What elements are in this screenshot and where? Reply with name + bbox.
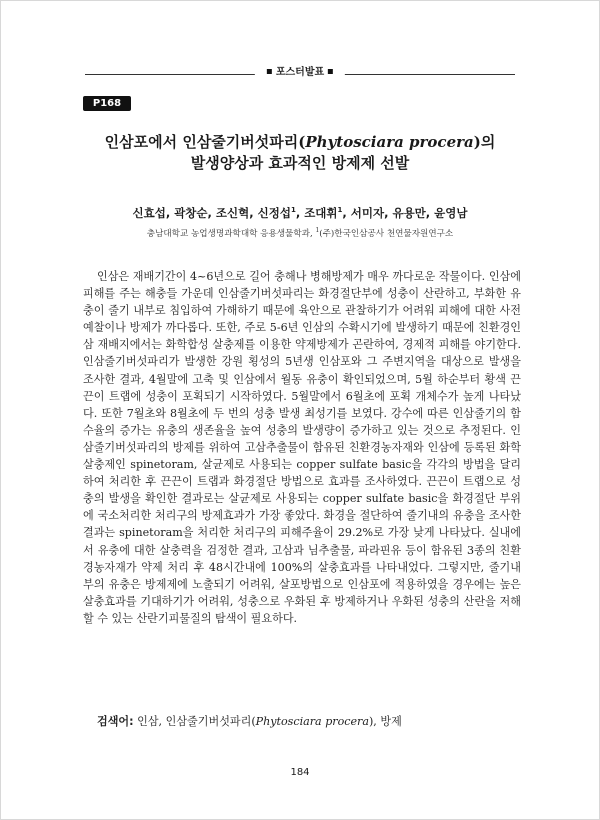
keywords-label: 검색어: — [97, 715, 134, 728]
author-name: 유용만 — [392, 206, 426, 220]
affiliation-second: (주)한국인삼공사 천연물자원연구소 — [319, 229, 454, 239]
author-name: 윤영남 — [434, 206, 468, 220]
title-line-1-post: )의 — [473, 133, 496, 151]
affiliation-superscript: 1 — [315, 227, 320, 235]
affiliation-main: 충남대학교 농업생명과학대학 응용생물학과, — [146, 229, 316, 239]
author-name: 서미자 — [350, 206, 385, 220]
title-line-2: 발생양상과 효과적인 방제제 선발 — [190, 154, 410, 172]
author-list: 신효섭, 곽창순, 조신혁, 신정섭$^1$, 조대휘$^1$, 서미자, 유용만, 윤영남 — [132, 206, 468, 220]
abstract — [83, 268, 521, 627]
author-name: 곽창순 — [174, 206, 208, 220]
poster-id-badge: P168 — [83, 96, 131, 111]
author-name: 신정섭 — [257, 206, 291, 220]
square-bullet-icon — [267, 69, 272, 74]
title-line-1 — [41, 132, 559, 153]
section-header — [85, 61, 515, 81]
title-line-1-pre: 인삼포에서 인삼줄기버섯파리( — [104, 133, 306, 151]
keywords-post: ), 방제 — [368, 715, 402, 728]
page-number: 184 — [290, 767, 310, 778]
author-name: 조대휘 — [304, 206, 338, 220]
affiliations — [41, 227, 559, 239]
square-bullet-icon — [328, 69, 333, 74]
section-header-label — [255, 63, 345, 78]
keywords-line — [97, 713, 517, 730]
abstract-paragraph: 인삼은 재배기간이 4~6년으로 길어 충해나 병해방제가 매우 까다로운 작물이다. 인삼에 피해를 주는 해충들 가운데 인삼줄기버섯파리는 화경절단부에 성충이 산란하고, 부화한 유충이 줄기 내부로 침입하여 가해하기 때문에 육안으로 관찰하기가 어려워 피해에 대한 사전예찰이나 방제가 까다롭다. 또한, 주로 5-6년 인삼의 수확시기에 발생하기 때문에 친환경인삼 재배지에서는 화학합성 살충제를 이용한 약제방제가 곤란하여, 경제적 피해를 야기한다. 인삼줄기버섯파리가 발생한 강원 횡성의 5년생 인삼포와 그 주변지역을 대상으로 발생을 조사한 결과, 4월말에 고축 및 인삼에서 월동 유충이 확인되었으며, 5월 하순부터 황색 끈끈이 트랩에 성충이 포획되기 시작하였다. 5월말에서 6월초에 포획 개체수가 높게 나타났다. 또한 7월초와 8월초에 두 번의 성충 발생 최성기를 보였다. 강수에 따른 인삼줄기의 함수율의 증가는 유충의 생존율을 높여 성충의 발생량이 증가하고 있는 것으로 추정된다. 인삼줄기버섯파리의 방제를 위하여 고삼추출물이 함유된 친환경농자재와 인삼에 등록된 화학살충제인 spinetoram, 살균제로 사용되는 copper sulfate basic을 각각의 방법을 달리하여 처리한 후 끈끈이 트랩과 화경절단 방법으로 효과를 조사하였다. 끈끈이 트랩으로 성충의 발생을 확인한 결과로는 살균제로 사용되는 copper sulfate basic을 화경절단 부위에 국소처리한 처리구의 방제효과가 가장 좋았다. 화경을 절단하여 줄기내의 유충을 조사한 결과는 spinetoram을 처리한 처리구의 피해주율이 29.2%로 가장 낮게 나타났다. 실내에서 유충에 대한 살충력을 검정한 결과, 고삼과 님추출물, 파라핀유 등이 함유된 3종의 친환경농자재가 약제 처리 후 48시간내에 100%의 살충효과를 나타내었다. 그렇지만, 줄기내부의 유충은 방제제에 노출되기 어려워, 살포방법으로 인삼포에 적용하였을 경우에는 높은 살충효과를 기대하기가 어려워, 성충으로 우화된 후 방제하거나 우화된 성충의 산란을 저해할 수 있는 산란기피물질의 탐색이 필요하다. — [83, 270, 521, 625]
title-species-italic: Phytosciara procera — [305, 133, 474, 151]
keywords-pre: 인삼, 인삼줄기버섯파리( — [133, 715, 256, 728]
author-name: 신효섭 — [132, 206, 166, 220]
section-header-text: 포스터발표 — [275, 67, 325, 78]
keywords-species-italic: Phytosciara procera — [255, 715, 369, 728]
author-superscript: 1 — [337, 206, 343, 215]
author-name: 조신혁 — [215, 206, 250, 220]
paper-title — [41, 132, 559, 174]
author-superscript: 1 — [290, 206, 296, 215]
